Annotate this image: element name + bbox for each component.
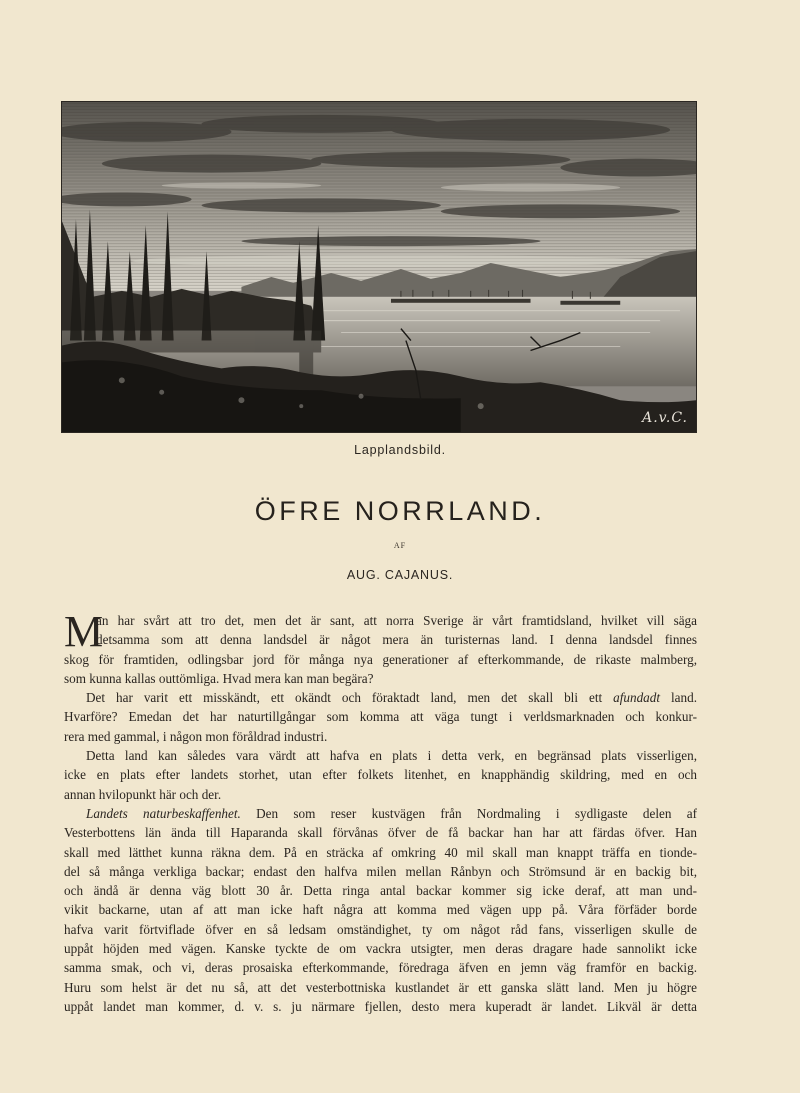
text-line: och ändå är denna väg blott 30 år. Detta ringa antal backar kommer sig icke deraf, att man und- <box>64 883 697 899</box>
text-line: uppåt landet man kommer, d. v. s. ju närmare fjellen, desto mera kuperadt är landet. Likväl är detta <box>64 998 697 1014</box>
text-line: Detta land kan således vara värdt att hafva en plats i detta verk, en begränsad plats visserligen, <box>86 748 697 764</box>
text-line: vikit backarne, utan af att man icke haft några att komma med vägen upp på. Våra förfäder borde <box>64 902 697 918</box>
text-line: del så många verkliga backar; endast den halfva milen mellan Rånbyn och Strömsund är en backig bit, <box>64 863 697 879</box>
text-line: an har svårt att tro det, men det är sant, att norra Sverige är vårt framtidsland, hvilket vill säga <box>96 613 697 628</box>
text-line: samma smak, och vi, deras prosaiska efterkommande, föredraga äfven en jemn väg framför en backig. <box>64 960 697 976</box>
engraving-illustration <box>61 101 697 433</box>
text-line: rera med gammal, i någon mon föråldrad industri. <box>64 728 328 744</box>
text-segment: Det har varit ett misskändt, ett okändt och föraktadt land, men det skall bli ett <box>86 690 603 706</box>
text-line: Hvarföre? Emedan det har naturtillgångar som komma att väga tungt i verldsmarknaden och konkur- <box>64 709 697 725</box>
text-line <box>64 688 697 707</box>
text-line: annan hvilopunkt här och der. <box>64 786 222 802</box>
chapter-title: ÖFRE NORRLAND. <box>254 496 546 526</box>
lapland-landscape-image <box>62 102 696 432</box>
text-line: skog för framtiden, odlingsbar jord för många nya generationer af efterkommande, de rikaste malmberg, <box>64 651 697 667</box>
article-body <box>64 607 697 1016</box>
illustration-caption: Lapplandsbild. <box>354 443 446 457</box>
text-line: hafva varit förtviflade öfver en så ledsam omständighet, ty om något råd fans, visserligen skulle de <box>64 921 697 937</box>
text-segment: Den som reser kustvägen från Nordmaling i sydligaste delen af <box>256 805 697 821</box>
text-line: Vesterbottens län ända till Haparanda skall förvånas öfver de få backar han har att färdas öfver. Han <box>64 825 697 841</box>
text-line: skall med lätthet kunna räkna dem. På en sträcka af omkring 40 mil skall man knappt träffa en tionde- <box>64 844 697 860</box>
byline-prefix: AF <box>393 541 407 550</box>
text-line: uppåt höjden med vägen. Kanske tyckte de om vackra utsigter, men deras dragare hade sannolikt icke <box>64 941 697 957</box>
author-name: AUG. CAJANUS. <box>346 568 454 582</box>
text-line: icke en plats efter landets storhet, utan efter folkets litenhet, en knapphändig skildring, med en och <box>64 767 697 783</box>
drop-cap: M <box>64 607 104 656</box>
text-line: detsamma som att denna landsdel är något mera än turisternas land. I denna landsdel finnes <box>96 632 697 648</box>
text-line <box>64 804 697 823</box>
text-line: som kunna kallas outtömliga. Hvad mera kan man begära? <box>64 670 374 686</box>
text-segment: land. <box>671 690 697 706</box>
text-line: Huru som helst är det nu så, att det vesterbottniska kustlandet är ett ganska slätt land. Men ju högre <box>64 979 697 995</box>
artist-monogram: A.v.C. <box>642 410 688 426</box>
section-heading: Landets naturbeskaffenhet. <box>86 805 241 821</box>
italic-word: afundadt <box>613 690 661 706</box>
